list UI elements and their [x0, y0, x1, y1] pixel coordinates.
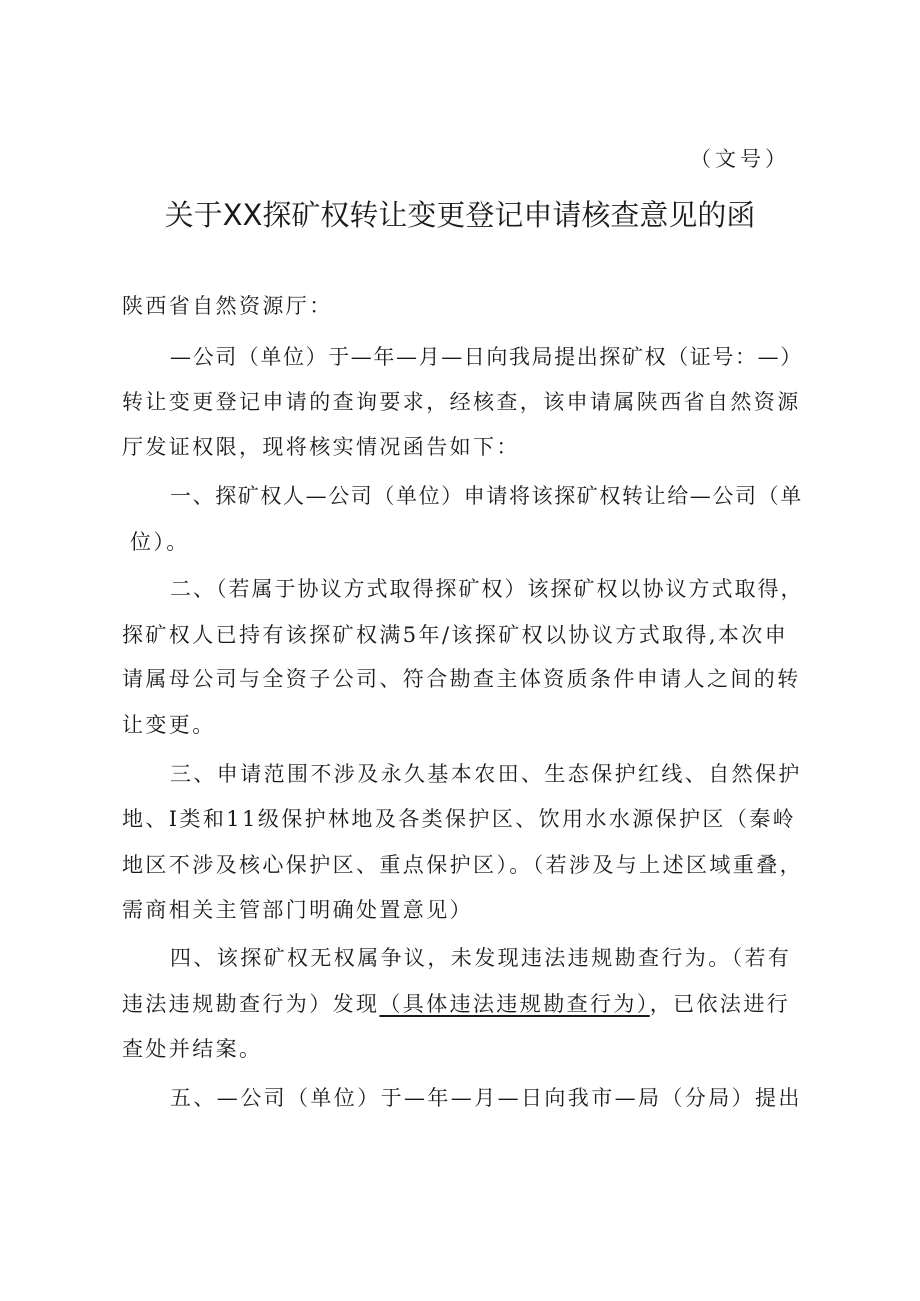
item3-line-2: 地、I类和11级保护林地及各类保护区、饮用水水源保护区（秦岭 — [122, 807, 797, 831]
item3-line-1: 三、申请范围不涉及永久基本农田、生态保护红线、自然保护 — [170, 762, 802, 786]
item4-line-1: 四、该探矿权无权属争议，未发现违法违规勘查行为。（若有 — [170, 946, 792, 970]
item2-line-1: 二、（若属于协议方式取得探矿权）该探矿权以协议方式取得， — [170, 577, 804, 601]
item4-line-3: 查处并结案。 — [122, 1037, 263, 1061]
item3-line-4: 需商相关主管部门明确处置意见） — [122, 898, 473, 922]
item1-line-1: 一、探矿权人—公司（单位）申请将该探矿权转让给—公司（单 — [170, 484, 803, 508]
item2-line-3: 请属母公司与全资子公司、符合勘查主体资质条件申请人之间的转 — [122, 667, 801, 691]
document-title: 关于XX探矿权转让变更登记申请核查意见的函 — [164, 198, 756, 232]
item4-underlined-placeholder: （具体违法违规勘查行为） — [379, 992, 650, 1016]
intro-line-2: 转让变更登记申请的查询要求，经核查，该申请属陕西省自然资源 — [122, 390, 801, 414]
item5-line-1: 五、—公司（单位）于—年—月—日向我市—局（分局）提出 — [170, 1086, 802, 1110]
intro-line-1: —公司（单位）于—年—月—日向我局提出探矿权（证号：—） — [170, 345, 803, 369]
document-number: （文号） — [690, 147, 790, 171]
item3-line-3: 地区不涉及核心保护区、重点保护区）。（若涉及与上述区域重叠， — [122, 853, 803, 877]
item2-line-4: 让变更。 — [122, 713, 216, 737]
item4-line-2-suffix: ，已依法进行 — [649, 992, 791, 1016]
salutation: 陕西省自然资源厅： — [122, 294, 333, 318]
item1-line-2: 位）。 — [130, 530, 190, 554]
item2-line-2: 探矿权人已持有该探矿权满5年/该探矿权以协议方式取得,本次申 — [122, 623, 789, 647]
item4-line-2 — [122, 988, 790, 1018]
intro-line-3: 厅发证权限，现将核实情况函告如下： — [122, 435, 520, 459]
item4-line-2-prefix: 违法违规勘查行为）发现 — [122, 992, 380, 1016]
